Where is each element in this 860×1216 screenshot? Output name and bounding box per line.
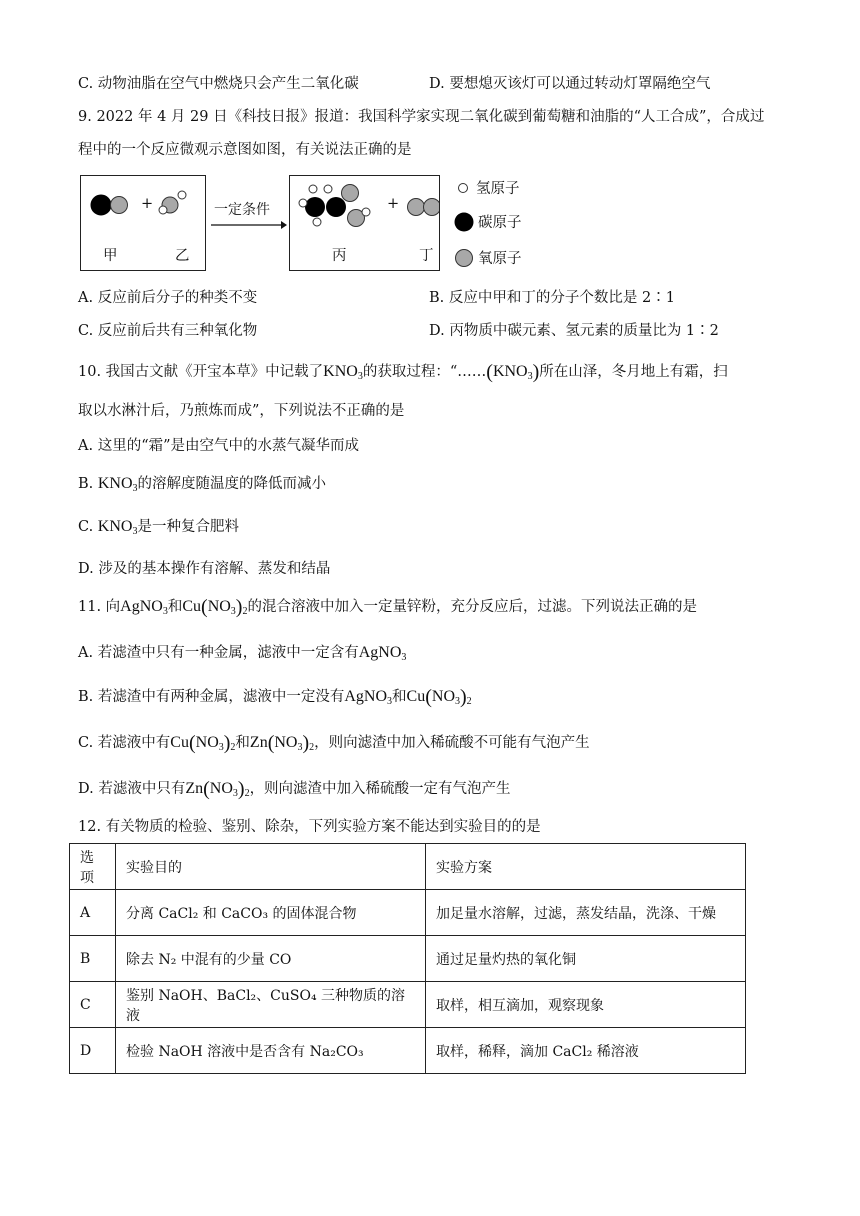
q9-option-a: A. 反应前后分子的种类不变 [78, 290, 258, 306]
molecule-bing [299, 185, 370, 227]
label-yi: 乙 [175, 248, 190, 264]
table-row [70, 890, 746, 936]
formula-zn-no3-2: $Zn(NO_3)_2$ [185, 778, 250, 800]
reactants-box [80, 175, 206, 271]
q9-option-c: C. 反应前后共有三种氧化物 [78, 323, 258, 339]
carbon-atom-icon [454, 212, 474, 232]
q11-option-c-part1: C. 若滤液中有 [78, 735, 171, 751]
plus-sign-right: + [387, 196, 400, 212]
q11-stem-part3: 的混合溶液中加入一定量锌粉，充分反应后，过滤。下列说法正确的是 [247, 599, 697, 615]
formula-cu-no3-2: $Cu(NO_3)_2$ [406, 686, 472, 708]
formula-kno3-paren: $(KNO_3)$ [486, 361, 540, 383]
legend-oxygen [454, 247, 522, 268]
q11-option-d-part1: D. 若滤液中只有 [78, 781, 186, 797]
q11-option-a [78, 643, 406, 668]
row-option: C [70, 982, 116, 1028]
q11-option-c-part2: 和 [235, 735, 250, 751]
q10-option-a: A. 这里的“霜”是由空气中的水蒸气凝华而成 [78, 438, 360, 454]
row-plan: 取样，稀释，滴加 CaCl₂ 稀溶液 [426, 1028, 746, 1074]
q8-option-c: C. 动物油脂在空气中燃烧只会产生二氧化碳 [78, 76, 359, 92]
row-plan: 通过足量灼热的氧化铜 [426, 936, 746, 982]
row-option: A [70, 890, 116, 936]
oxygen-atom-icon [454, 248, 474, 268]
products-box [289, 175, 440, 271]
formula-kno3: $KNO_3$ [323, 363, 363, 382]
q11-option-b [78, 687, 472, 712]
legend-hydrogen-label: 氢原子 [476, 181, 520, 197]
row-option: D [70, 1028, 116, 1074]
table-header-row [70, 844, 746, 890]
formula-agno3: AgNO$_3$ [358, 644, 407, 663]
q11-option-b-part2: 和 [392, 689, 407, 705]
row-goal: 鉴别 NaOH、BaCl₂、CuSO₄ 三种物质的溶液 [116, 982, 426, 1028]
label-ding: 丁 [419, 248, 434, 264]
row-goal: 分离 CaCl₂ 和 CaCO₃ 的固体混合物 [116, 890, 426, 936]
header-option: 选项 [70, 844, 116, 890]
legend-carbon-label: 碳原子 [478, 215, 522, 231]
formula-zn-no3-2: $Zn(NO_3)_2$ [249, 732, 315, 754]
legend-carbon [454, 211, 522, 232]
q10-stem-part1: 10. 我国古文献《开宝本草》中记载了 [78, 364, 324, 380]
products-molecules [290, 176, 439, 270]
label-bing: 丙 [332, 248, 347, 264]
legend-hydrogen [456, 177, 520, 198]
q10-stem-line2: 取以水淋汁后，乃煎炼而成”，下列说法不正确的是 [78, 403, 405, 419]
q11-stem-part2: 和 [167, 599, 183, 615]
q10-option-d: D. 涉及的基本操作有溶解、蒸发和结晶 [78, 561, 331, 577]
reaction-arrow-icon [211, 219, 287, 231]
q11-stem-part1: 11. 向 [78, 599, 121, 615]
q10-option-b [78, 474, 326, 499]
q10-option-b-text: 的溶解度随温度的降低而减小 [137, 476, 327, 492]
q11-stem [78, 597, 697, 622]
q8-option-d: D. 要想熄灭该灯可以通过转动灯罩隔绝空气 [429, 76, 711, 92]
q11-option-b-part1: B. 若滤渣中有两种金属，滤液中一定没有 [78, 689, 345, 705]
plus-sign-left: + [141, 196, 154, 212]
q12-stem: 12. 有关物质的检验、鉴别、除杂，下列实验方案不能达到实验目的的是 [78, 819, 541, 835]
formula-cu-no3-2: $Cu(NO_3)_2$ [182, 596, 248, 618]
row-goal: 除去 N₂ 中混有的少量 CO [116, 936, 426, 982]
q9-option-b: B. 反应中甲和丁的分子个数比是 2∶1 [429, 290, 675, 306]
q9-stem-line2: 程中的一个反应微观示意图如图，有关说法正确的是 [78, 142, 412, 158]
arrow-condition-label: 一定条件 [214, 202, 270, 218]
table-row [70, 982, 746, 1028]
reaction-diagram [80, 175, 540, 273]
formula-agno3: AgNO$_3$ [344, 688, 393, 707]
row-plan: 取样，相互滴加，观察现象 [426, 982, 746, 1028]
q10-option-c-text: 是一种复合肥料 [137, 519, 239, 535]
legend-oxygen-label: 氧原子 [478, 251, 522, 267]
row-option: B [70, 936, 116, 982]
formula-kno3: $KNO_3$ [97, 518, 138, 537]
formula-kno3: $KNO_3$ [97, 475, 138, 494]
q10-option-c [78, 517, 239, 542]
table-row [70, 936, 746, 982]
q11-option-d [78, 779, 511, 804]
row-goal: 检验 NaOH 溶液中是否含有 Na₂CO₃ [116, 1028, 426, 1074]
q9-stem-line1: 9. 2022 年 4 月 29 日《科技日报》报道：我国科学家实现二氧化碳到葡萄糖和油脂的“人工合成”，合成过 [78, 109, 765, 125]
row-plan: 加足量水溶解，过滤，蒸发结晶，洗涤、干燥 [426, 890, 746, 936]
q11-option-a-text: A. 若滤渣中只有一种金属，滤液中一定含有 [78, 645, 359, 661]
hydrogen-atom-icon [456, 181, 470, 195]
label-jia: 甲 [103, 248, 118, 264]
q10-option-b-letter: B. [78, 476, 98, 492]
q9-option-d: D. 丙物质中碳元素、氢元素的质量比为 1∶2 [429, 323, 719, 339]
table-row [70, 1028, 746, 1074]
header-goal: 实验目的 [116, 844, 426, 890]
q12-table [69, 843, 746, 1074]
q11-option-d-part2: ，则向滤渣中加入稀硫酸一定有气泡产生 [249, 781, 511, 797]
formula-agno3: AgNO$_3$ [120, 598, 168, 617]
q11-option-c-part3: ，则向滤渣中加入稀硫酸不可能有气泡产生 [314, 735, 590, 751]
q10-option-c-letter: C. [78, 519, 98, 535]
q10-stem-part3: 所在山泽，冬月地上有霜，扫 [539, 364, 728, 380]
header-plan: 实验方案 [426, 844, 746, 890]
q10-stem-line1 [78, 362, 728, 387]
molecule-jia [91, 195, 128, 215]
molecule-yi [159, 191, 186, 214]
molecule-ding [408, 199, 440, 216]
q10-stem-part2: 的获取过程：“…… [362, 364, 487, 380]
q11-option-c [78, 733, 590, 758]
formula-cu-no3-2: $Cu(NO_3)_2$ [170, 732, 236, 754]
